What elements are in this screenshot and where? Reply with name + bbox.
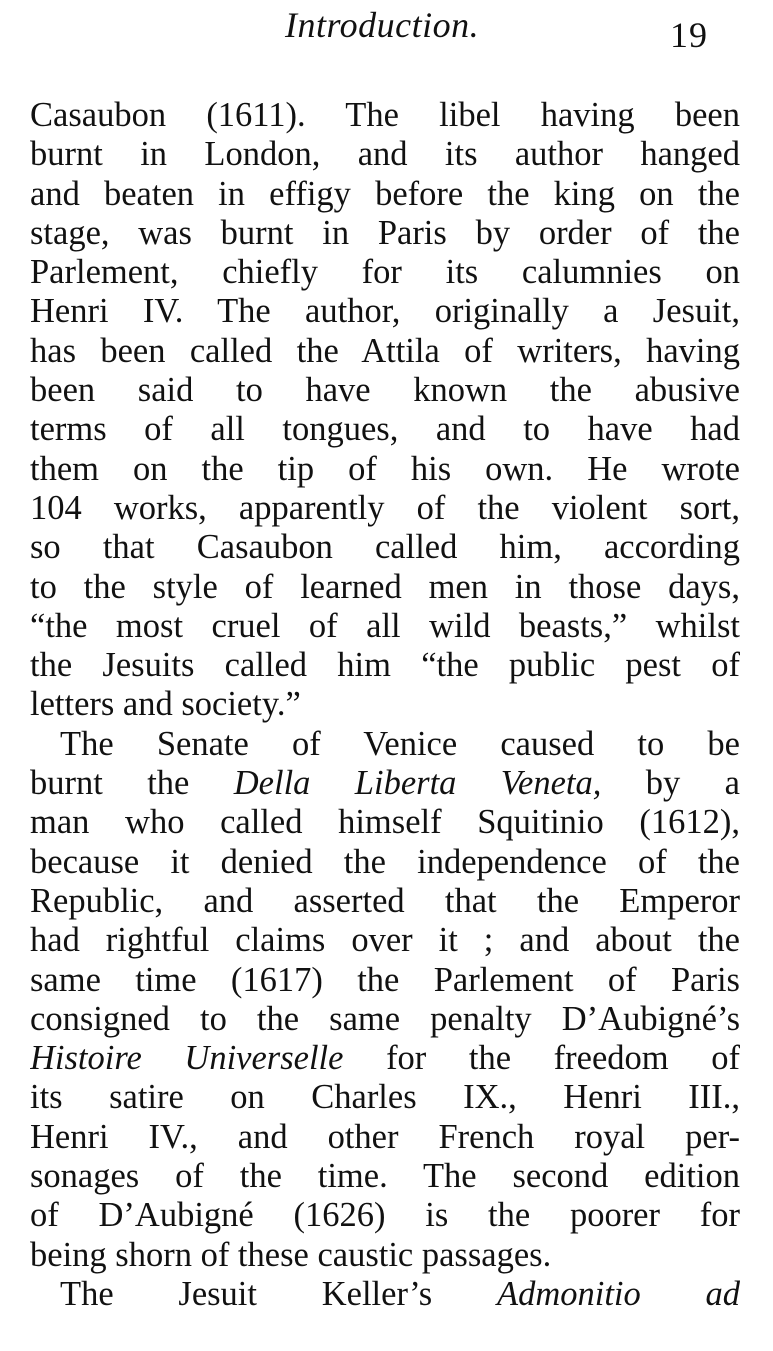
text-segment: Parlement, chiefly for its calumnies on (30, 253, 740, 292)
text-segment: letters and society.” (30, 685, 301, 724)
text-segment: The Jesuit Keller’s (60, 1274, 497, 1313)
text-segment: man who called himself Squitinio (1612), (30, 803, 740, 842)
text-segment: its satire on Charles IX., Henri III., (30, 1078, 740, 1117)
text-line (30, 1196, 740, 1235)
text-line (30, 1118, 740, 1157)
text-line (30, 685, 740, 724)
text-line (30, 450, 740, 489)
text-segment: 104 works, apparently of the violent sort, (30, 488, 740, 527)
text-line (30, 882, 740, 921)
text-segment: the Jesuits called him “the public pest of (30, 646, 740, 685)
text-segment: of D’Aubigné (1626) is the poorer for (30, 1196, 740, 1235)
text-line (30, 253, 740, 292)
text-line (30, 292, 740, 331)
page-header (0, 0, 773, 80)
text-line (30, 489, 740, 528)
italic-title: Histoire Universelle (30, 1039, 344, 1078)
text-line (30, 175, 740, 214)
text-segment: so that Casaubon called him, according (30, 528, 740, 567)
text-line (30, 1078, 740, 1117)
text-segment: Republic, and asserted that the Emperor (30, 881, 740, 920)
text-line (30, 921, 740, 960)
text-line (30, 135, 740, 174)
text-line (30, 764, 740, 803)
italic-title: Della Liberta Veneta, (233, 764, 602, 803)
text-segment: by a (601, 764, 740, 803)
text-line (30, 371, 740, 410)
paragraph (30, 725, 740, 1275)
text-segment: because it denied the independence of the (30, 842, 740, 881)
text-line (30, 568, 740, 607)
text-segment: being shorn of these caustic passages. (30, 1235, 552, 1274)
text-line (30, 843, 740, 882)
text-line (30, 803, 740, 842)
text-line (30, 1236, 740, 1275)
text-segment: stage, was burnt in Paris by order of the (30, 213, 740, 252)
text-segment: Henri IV., and other French royal per- (30, 1117, 740, 1156)
running-head: Introduction. (285, 5, 480, 45)
paragraph (30, 1275, 740, 1314)
text-line (30, 1000, 740, 1039)
text-segment: “the most cruel of all wild beasts,” whilst (30, 606, 740, 645)
text-segment: burnt the (30, 764, 234, 803)
text-segment: to the style of learned men in those days, (30, 567, 740, 606)
text-segment: same time (1617) the Parlement of Paris (30, 960, 740, 999)
text-line (30, 607, 740, 646)
page-number: 19 (670, 15, 708, 55)
text-segment: been said to have known the abusive (30, 371, 740, 410)
text-segment: consigned to the same penalty D’Aubigné’s (30, 999, 740, 1038)
text-line (30, 332, 740, 371)
text-segment: had rightful claims over it ; and about the (30, 921, 740, 960)
body-text (30, 96, 740, 1314)
text-segment: Henri IV. The author, originally a Jesuit, (30, 292, 740, 331)
text-segment: them on the tip of his own. He wrote (30, 449, 740, 488)
paragraph (30, 96, 740, 725)
text-line (30, 961, 740, 1000)
text-line (30, 528, 740, 567)
text-segment: and beaten in effigy before the king on the (30, 174, 740, 213)
text-segment: burnt in London, and its author hanged (30, 135, 740, 174)
text-line (30, 646, 740, 685)
text-line (30, 1275, 740, 1314)
text-line (30, 1039, 740, 1078)
italic-title: Admonitio ad (497, 1274, 740, 1313)
text-segment: has been called the Attila of writers, having (30, 331, 740, 370)
text-line (30, 96, 740, 135)
text-line (30, 214, 740, 253)
text-segment: for the freedom of (343, 1039, 740, 1078)
text-line (30, 725, 740, 764)
text-segment: terms of all tongues, and to have had (30, 410, 740, 449)
text-line (30, 1157, 740, 1196)
text-segment: The Senate of Venice caused to be (60, 724, 740, 763)
text-segment: Casaubon (1611). The libel having been (30, 96, 740, 134)
text-segment: sonages of the time. The second edition (30, 1157, 740, 1196)
text-line (30, 410, 740, 449)
